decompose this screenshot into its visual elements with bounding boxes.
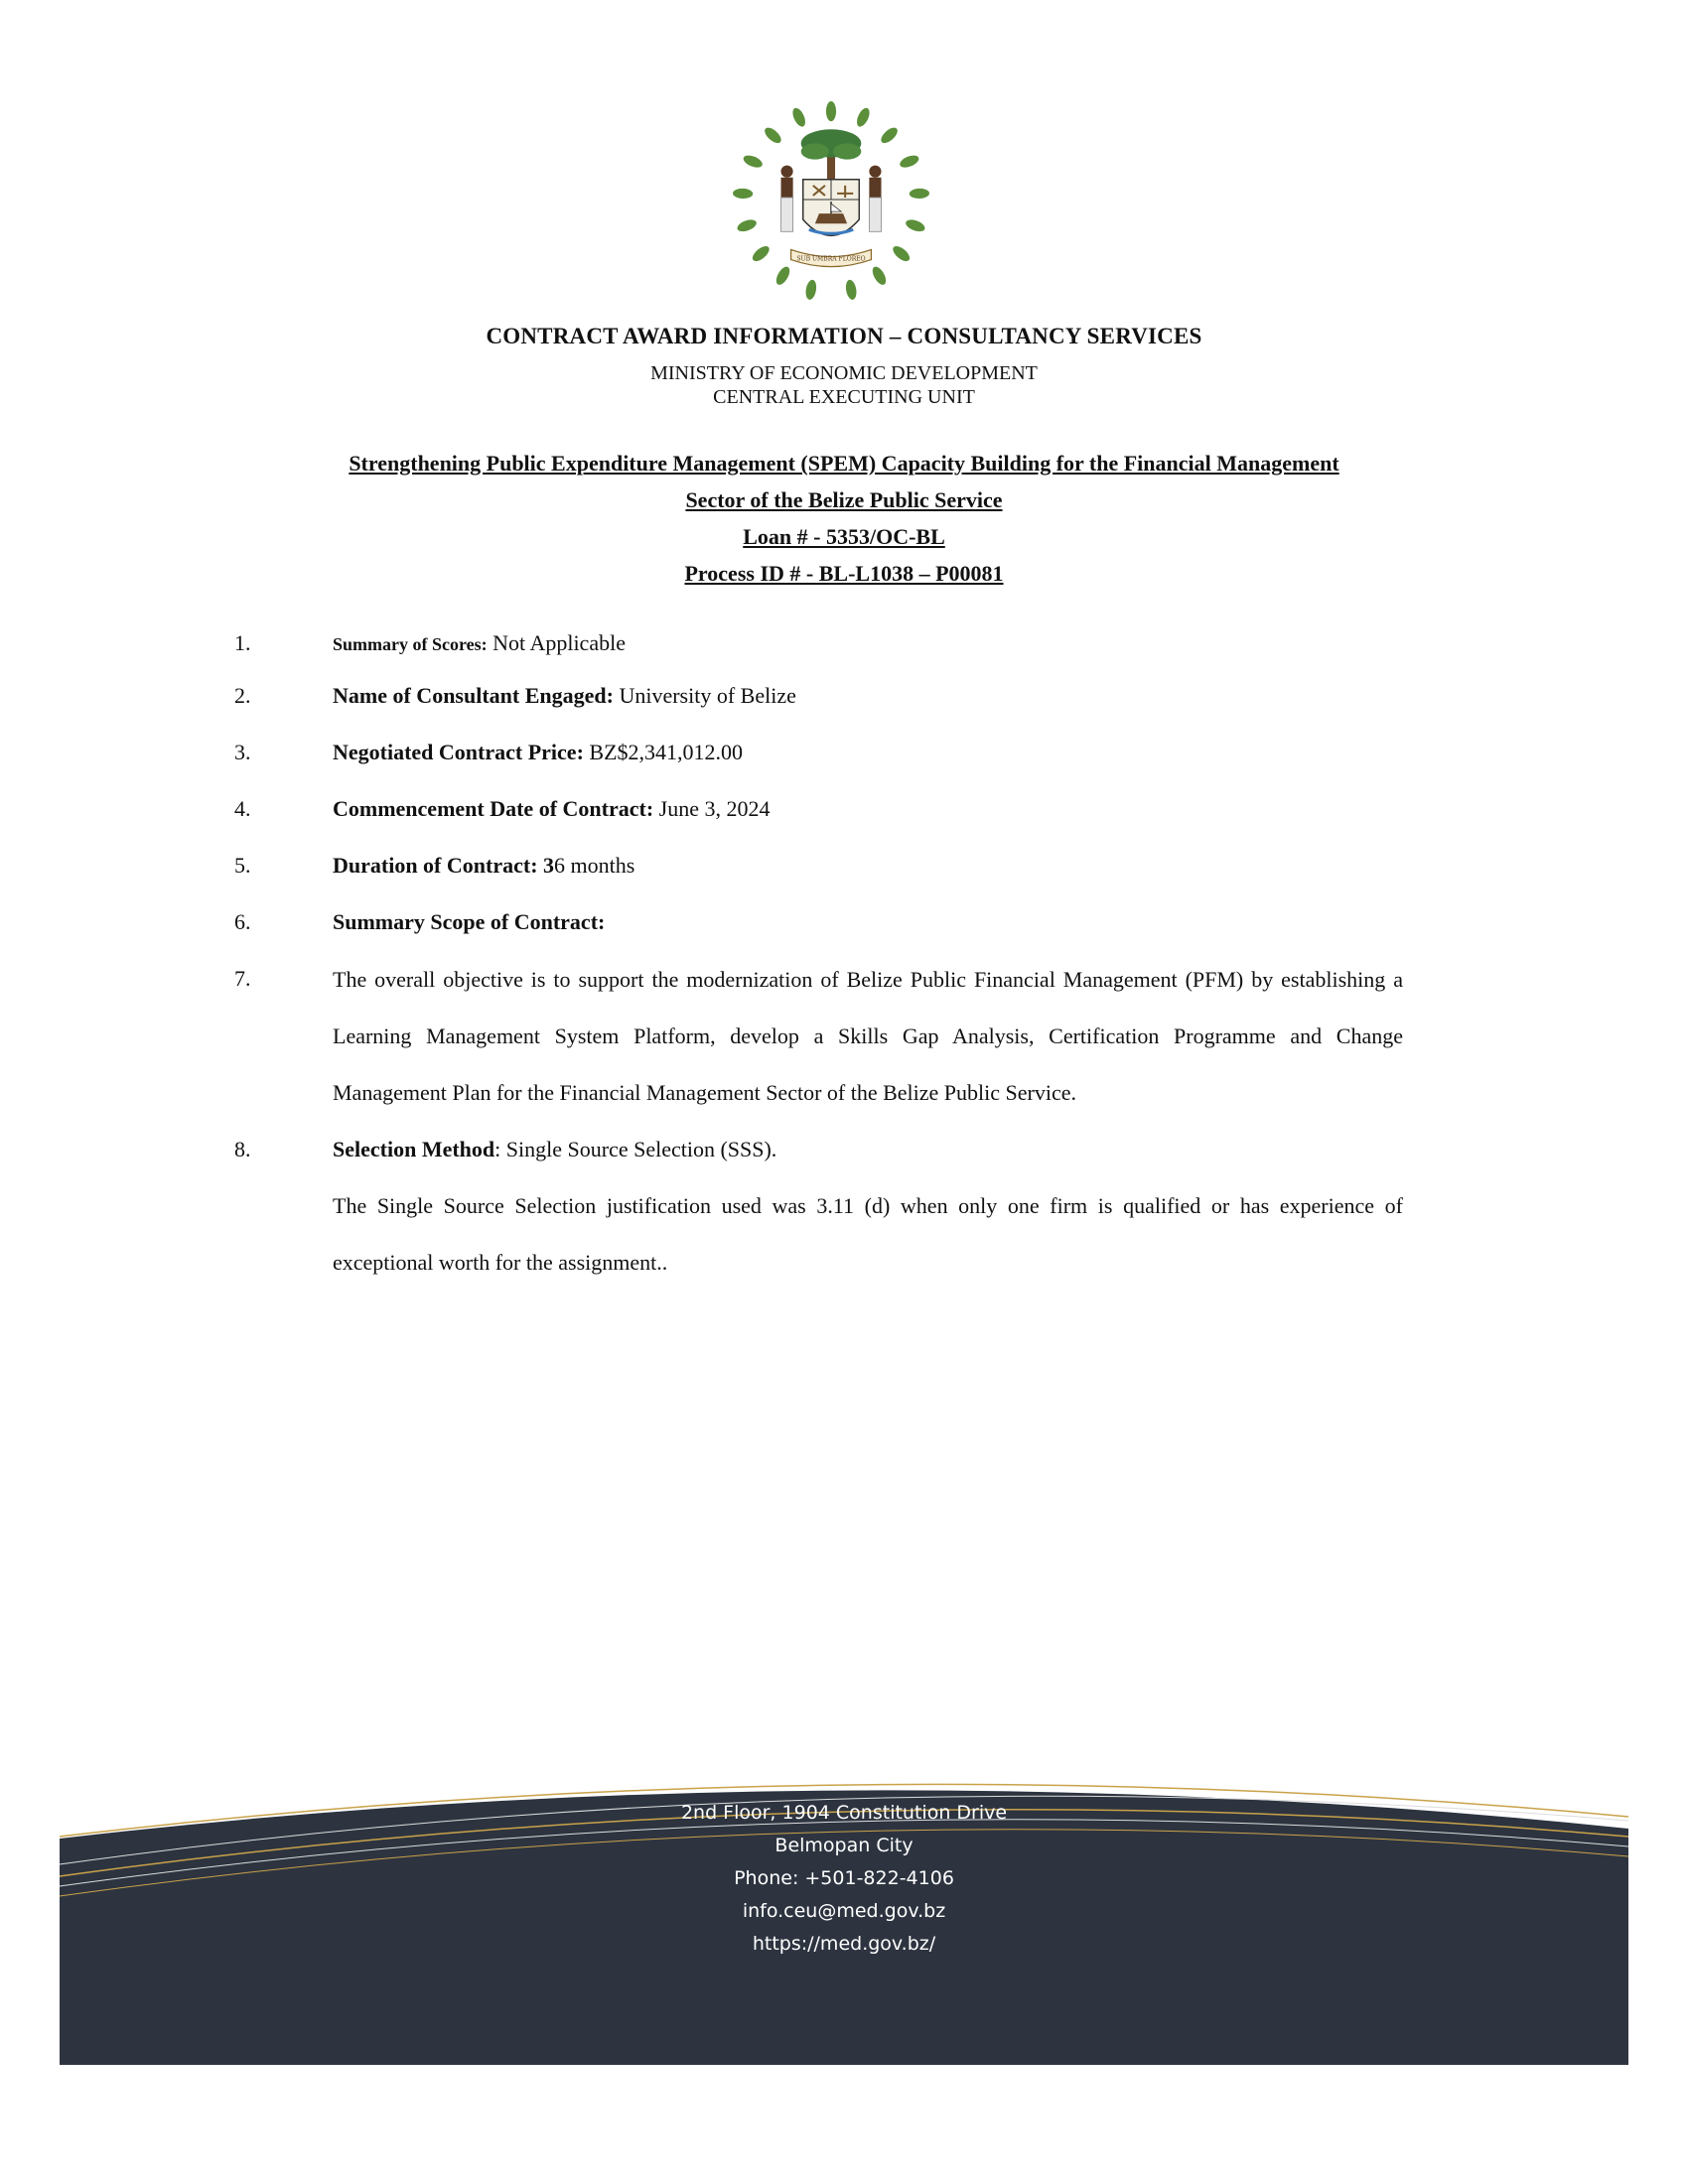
item-value: Not Applicable bbox=[487, 630, 626, 655]
seal-motto: SUB UMBRA FLOREO bbox=[796, 255, 866, 263]
item-value: University of Belize bbox=[613, 683, 796, 708]
footer-address: 2nd Floor, 1904 Constitution Drive bbox=[680, 1802, 1008, 1824]
footer-city: Belmopan City bbox=[774, 1835, 914, 1856]
footer-phone: Phone: +501-822-4106 bbox=[734, 1867, 954, 1889]
item-label: Summary Scope of Contract: bbox=[333, 909, 606, 934]
scope-paragraph: The overall objective is to support the modernization of Belize Public Financial Management (PFM) by establishing a Learning Management System Platform, develop a Skills Gap Analysis, Certification Programme and Change Management Plan for the Financial Management Sector of the Belize Public Service. bbox=[333, 967, 1403, 1105]
loan-number: Loan # - 5353/OC-BL bbox=[743, 524, 945, 549]
item-label: Summary of Scores: bbox=[333, 634, 488, 654]
coat-of-arms-seal bbox=[731, 101, 931, 302]
item-value: : Single Source Selection (SSS). bbox=[494, 1137, 777, 1161]
item-label: Negotiated Contract Price: bbox=[333, 740, 584, 764]
item-number: 1. bbox=[234, 630, 251, 655]
document-title: CONTRACT AWARD INFORMATION – CONSULTANCY SERVICES bbox=[486, 324, 1202, 348]
item-value: BZ$2,341,012.00 bbox=[583, 740, 744, 764]
ministry-name: MINISTRY OF ECONOMIC DEVELOPMENT bbox=[650, 362, 1038, 384]
item-label: Name of Consultant Engaged: bbox=[333, 683, 614, 708]
item-number: 6. bbox=[234, 909, 251, 934]
item-number: 5. bbox=[234, 853, 251, 878]
project-title-line1: Strengthening Public Expenditure Management (SPEM) Capacity Building for the Financial Management bbox=[349, 451, 1339, 476]
justification-paragraph: The Single Source Selection justification used was 3.11 (d) when only one firm is qualified or has experience of exceptional worth for the assignment.. bbox=[333, 1193, 1403, 1275]
item-value: June 3, 2024 bbox=[653, 796, 771, 821]
unit-name: CENTRAL EXECUTING UNIT bbox=[713, 386, 975, 408]
item-number: 8. bbox=[234, 1137, 251, 1161]
footer-website[interactable]: https://med.gov.bz/ bbox=[752, 1933, 936, 1955]
item-number: 3. bbox=[234, 740, 251, 764]
footer-email[interactable]: info.ceu@med.gov.bz bbox=[742, 1900, 946, 1922]
item-number: 4. bbox=[234, 796, 251, 821]
item-number: 2. bbox=[234, 683, 251, 708]
project-title-line2: Sector of the Belize Public Service bbox=[685, 487, 1003, 512]
item-label: Selection Method bbox=[333, 1137, 495, 1161]
item-number: 7. bbox=[234, 966, 251, 991]
item-label: Duration of Contract: 3 bbox=[333, 853, 555, 878]
item-label: Commencement Date of Contract: bbox=[333, 796, 654, 821]
item-value: 6 months bbox=[554, 853, 635, 878]
process-id: Process ID # - BL-L1038 – P00081 bbox=[684, 561, 1004, 586]
